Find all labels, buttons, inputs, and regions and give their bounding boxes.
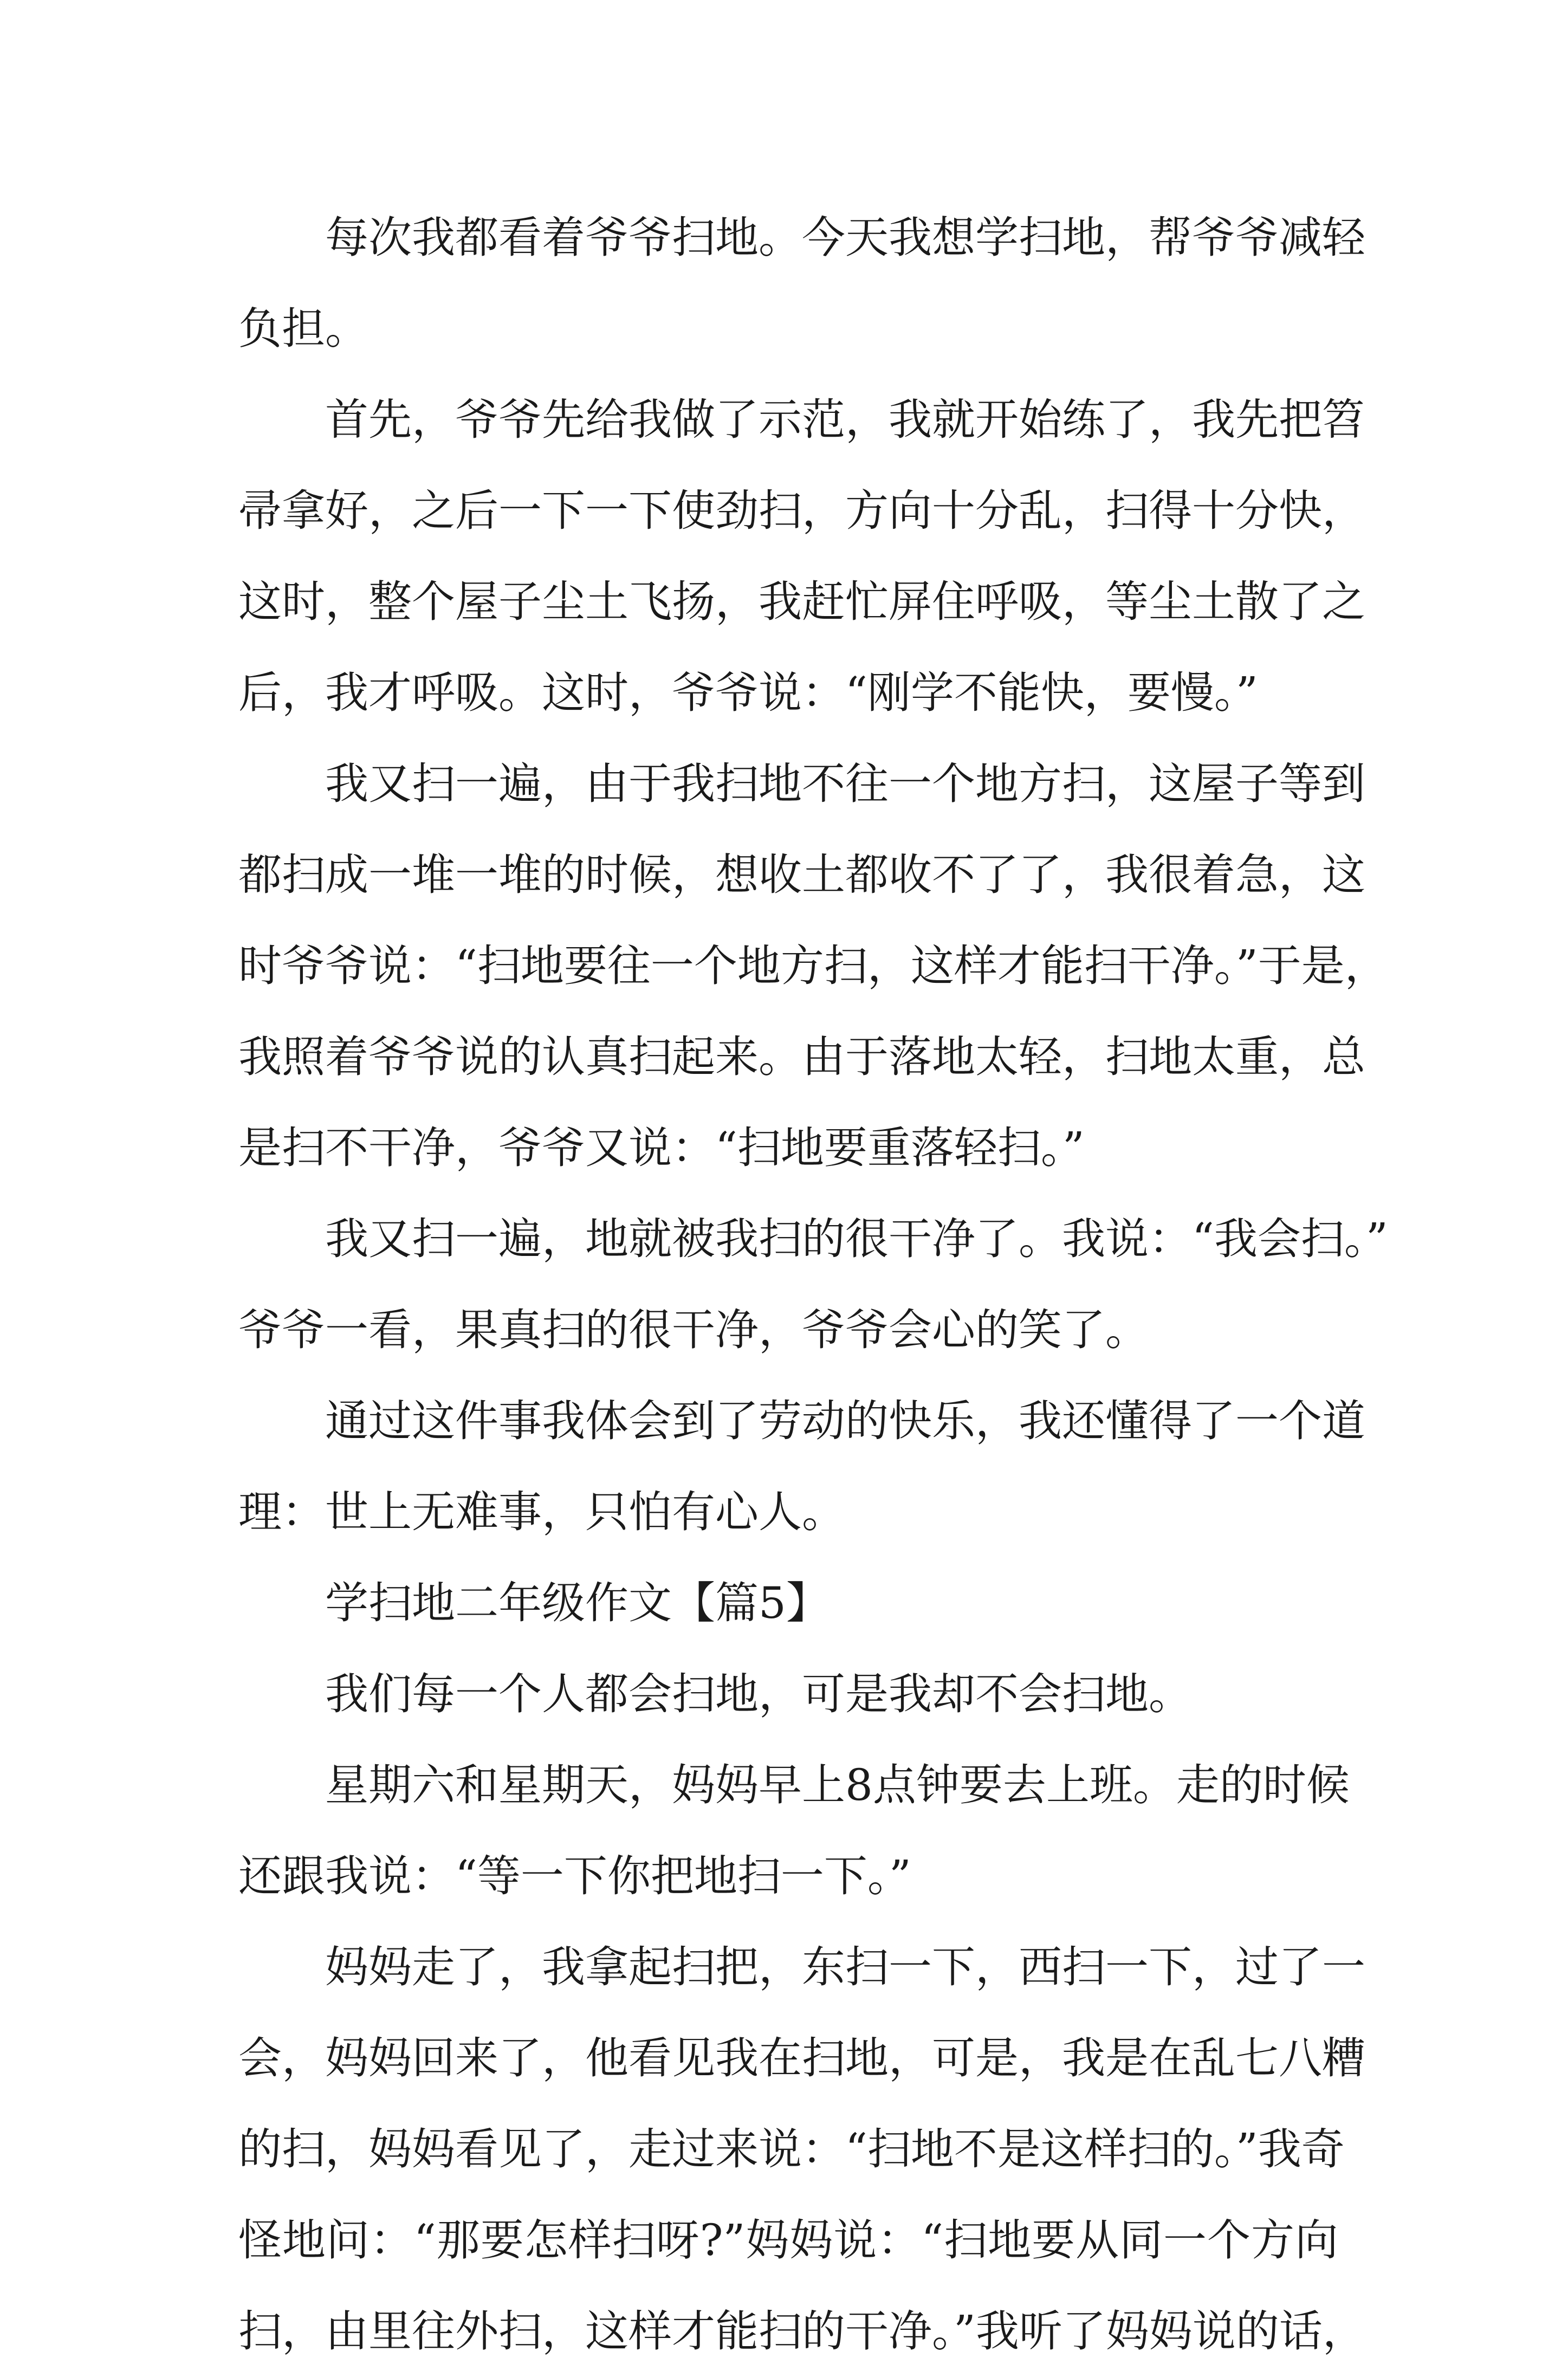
paragraph-3-line-2: 都扫成一堆一堆的时候，想收土都收不了了，我很着急，这 — [238, 850, 1365, 900]
paragraph-6-line-1: 我们每一个人都会扫地，可是我却不会扫地。 — [325, 1669, 1192, 1719]
paragraph-4-line-2: 爷爷一看，果真扫的很干净，爷爷会心的笑了。 — [238, 1305, 1149, 1355]
document-body — [238, 192, 1388, 2377]
paragraph-1-line-2: 负担。 — [238, 303, 368, 354]
paragraph-3-line-5: 是扫不干净，爷爷又说：“扫地要重落轻扫。” — [238, 1123, 1085, 1173]
paragraph-5-line-2: 理：世上无难事，只怕有心人。 — [238, 1487, 845, 1537]
paragraph-7-line-1: 星期六和星期天，妈妈早上8点钟要去上班。走的时候 — [325, 1760, 1350, 1810]
paragraph-4-line-1: 我又扫一遍，地就被我扫的很干净了。我说：“我会扫。” — [325, 1214, 1388, 1264]
section-heading: 学扫地二年级作文【篇5】 — [325, 1578, 830, 1628]
paragraph-8-line-3: 的扫，妈妈看见了，走过来说：“扫地不是这样扫的。”我奇 — [238, 2124, 1345, 2174]
paragraph-3-line-4: 我照着爷爷说的认真扫起来。由于落地太轻，扫地太重，总 — [238, 1032, 1365, 1082]
paragraph-3-line-1: 我又扫一遍，由于我扫地不往一个地方扫，这屋子等到 — [325, 759, 1365, 809]
paragraph-8-line-4: 怪地问：“那要怎样扫呀?”妈妈说：“扫地要从同一个方向 — [238, 2215, 1338, 2265]
paragraph-2-line-4: 后，我才呼吸。这时，爷爷说：“刚学不能快，要慢。” — [238, 668, 1258, 718]
paragraph-3-line-3: 时爷爷说：“扫地要往一个地方扫，这样才能扫干净。”于是， — [238, 941, 1388, 991]
paragraph-2-line-3: 这时，整个屋子尘土飞扬，我赶忙屏住呼吸，等尘土散了之 — [238, 577, 1365, 627]
paragraph-1-line-1: 每次我都看着爷爷扫地。今天我想学扫地，帮爷爷减轻 — [325, 212, 1365, 263]
paragraph-7-line-2: 还跟我说：“等一下你把地扫一下。” — [238, 1851, 911, 1901]
paragraph-8-line-2: 会，妈妈回来了，他看见我在扫地，可是，我是在乱七八糟 — [238, 2033, 1365, 2083]
paragraph-8-line-1: 妈妈走了，我拿起扫把，东扫一下，西扫一下，过了一 — [325, 1942, 1365, 1992]
paragraph-8-line-5: 扫，由里往外扫，这样才能扫的干净。”我听了妈妈说的话， — [238, 2306, 1366, 2356]
paragraph-5-line-1: 通过这件事我体会到了劳动的快乐，我还懂得了一个道 — [325, 1396, 1365, 1446]
paragraph-2-line-2: 帚拿好，之后一下一下使劲扫，方向十分乱，扫得十分快， — [238, 485, 1365, 536]
paragraph-2-line-1: 首先，爷爷先给我做了示范，我就开始练了，我先把笤 — [325, 394, 1365, 445]
